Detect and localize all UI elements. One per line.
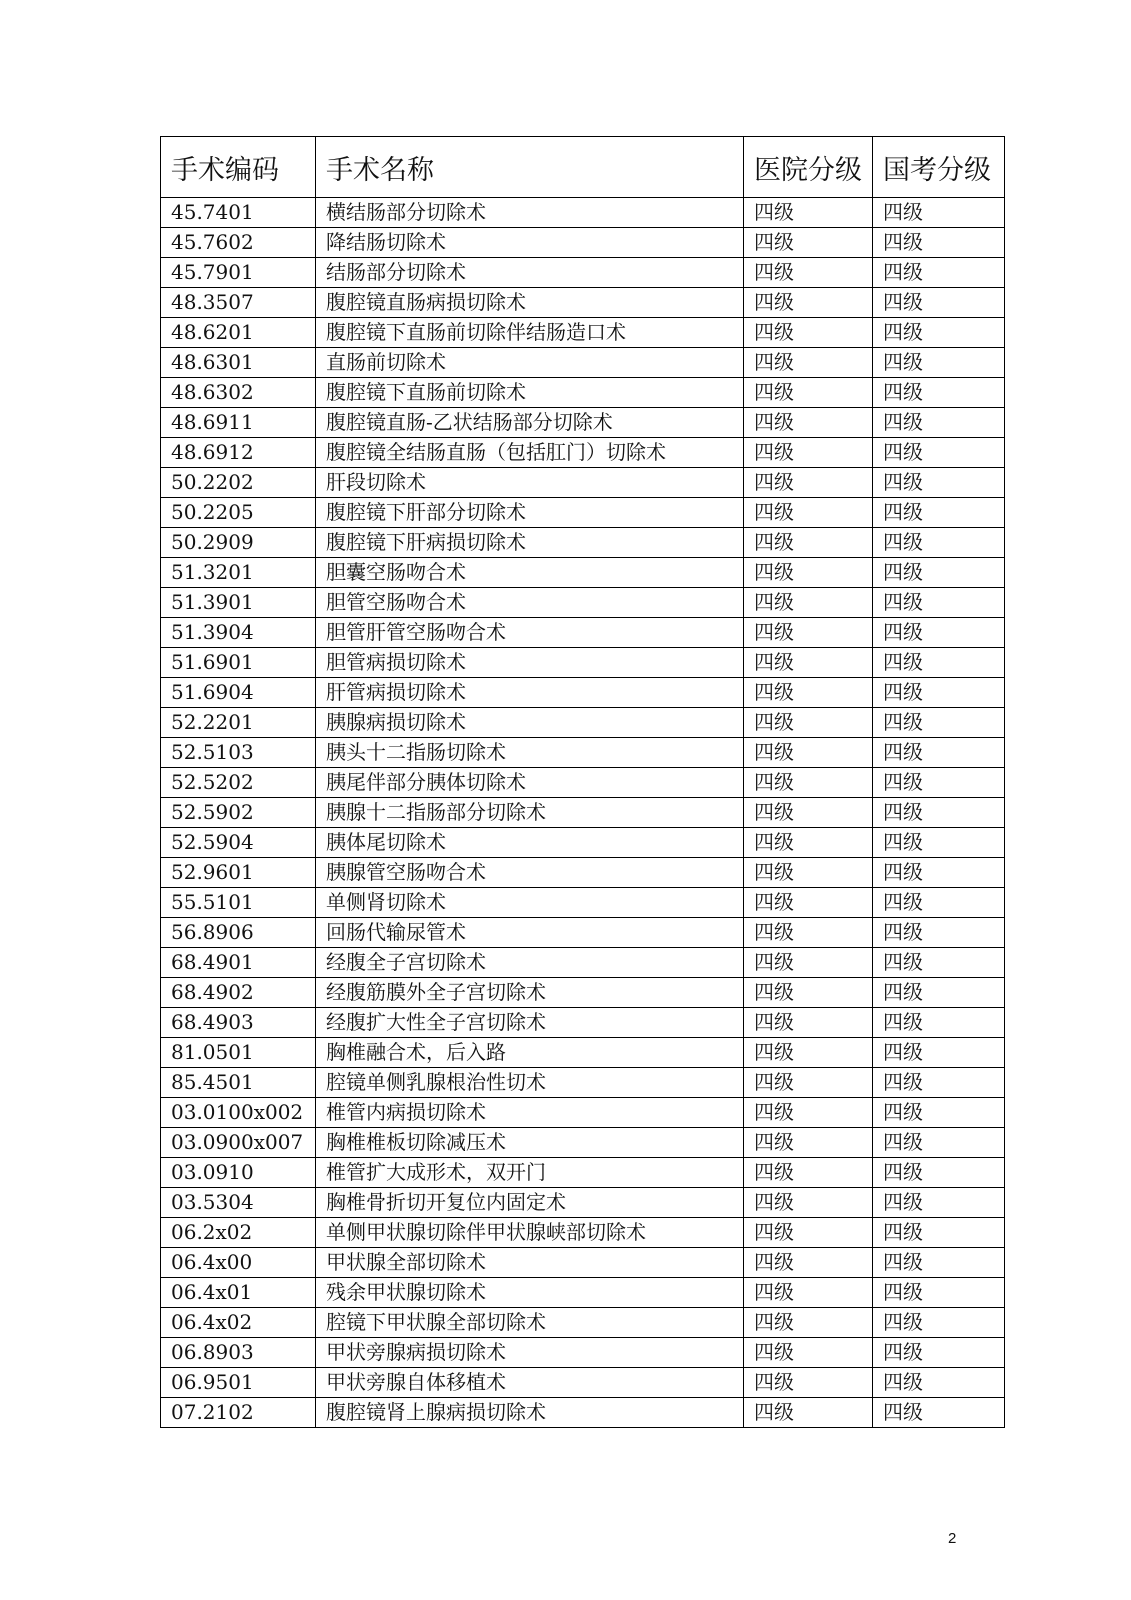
cell-hospital-grade: 四级: [744, 618, 873, 648]
surgery-grade-table: [160, 136, 1005, 1428]
cell-code: 68.4901: [161, 948, 316, 978]
cell-code: 03.5304: [161, 1188, 316, 1218]
cell-national-grade: 四级: [873, 1038, 1005, 1068]
cell-code: 48.6912: [161, 438, 316, 468]
cell-national-grade: 四级: [873, 798, 1005, 828]
cell-name: 降结肠切除术: [316, 228, 744, 258]
cell-name: 经腹扩大性全子宫切除术: [316, 1008, 744, 1038]
cell-code: 48.6201: [161, 318, 316, 348]
table-row: [161, 378, 1005, 408]
cell-hospital-grade: 四级: [744, 378, 873, 408]
cell-name: 胆管空肠吻合术: [316, 588, 744, 618]
cell-name: 腹腔镜下肝部分切除术: [316, 498, 744, 528]
table-row: [161, 1398, 1005, 1428]
cell-code: 07.2102: [161, 1398, 316, 1428]
cell-code: 52.5902: [161, 798, 316, 828]
cell-name: 单侧甲状腺切除伴甲状腺峡部切除术: [316, 1218, 744, 1248]
cell-name: 胰腺十二指肠部分切除术: [316, 798, 744, 828]
cell-name: 胆管肝管空肠吻合术: [316, 618, 744, 648]
table-row: [161, 1098, 1005, 1128]
cell-code: 51.3904: [161, 618, 316, 648]
cell-national-grade: 四级: [873, 678, 1005, 708]
table-row: [161, 858, 1005, 888]
cell-code: 06.4x01: [161, 1278, 316, 1308]
cell-name: 残余甲状腺切除术: [316, 1278, 744, 1308]
table-row: [161, 588, 1005, 618]
cell-code: 48.3507: [161, 288, 316, 318]
cell-hospital-grade: 四级: [744, 1188, 873, 1218]
cell-hospital-grade: 四级: [744, 1158, 873, 1188]
cell-code: 50.2909: [161, 528, 316, 558]
cell-name: 单侧肾切除术: [316, 888, 744, 918]
cell-hospital-grade: 四级: [744, 768, 873, 798]
cell-code: 52.5202: [161, 768, 316, 798]
cell-national-grade: 四级: [873, 1128, 1005, 1158]
table-row: [161, 1188, 1005, 1218]
cell-name: 胸椎椎板切除减压术: [316, 1128, 744, 1158]
cell-hospital-grade: 四级: [744, 1338, 873, 1368]
cell-code: 51.3901: [161, 588, 316, 618]
cell-national-grade: 四级: [873, 1158, 1005, 1188]
cell-hospital-grade: 四级: [744, 588, 873, 618]
cell-hospital-grade: 四级: [744, 498, 873, 528]
cell-code: 50.2205: [161, 498, 316, 528]
table-row: [161, 318, 1005, 348]
header-hospital-grade: 医院分级: [744, 137, 873, 198]
cell-name: 胆管病损切除术: [316, 648, 744, 678]
cell-name: 腔镜单侧乳腺根治性切术: [316, 1068, 744, 1098]
cell-hospital-grade: 四级: [744, 288, 873, 318]
cell-national-grade: 四级: [873, 618, 1005, 648]
cell-hospital-grade: 四级: [744, 828, 873, 858]
cell-national-grade: 四级: [873, 708, 1005, 738]
cell-national-grade: 四级: [873, 198, 1005, 228]
table-row: [161, 438, 1005, 468]
cell-name: 腹腔镜全结肠直肠（包括肛门）切除术: [316, 438, 744, 468]
cell-national-grade: 四级: [873, 1008, 1005, 1038]
cell-hospital-grade: 四级: [744, 348, 873, 378]
cell-national-grade: 四级: [873, 1338, 1005, 1368]
cell-national-grade: 四级: [873, 738, 1005, 768]
cell-national-grade: 四级: [873, 768, 1005, 798]
cell-code: 68.4903: [161, 1008, 316, 1038]
table-row: [161, 1308, 1005, 1338]
cell-hospital-grade: 四级: [744, 198, 873, 228]
header-national-grade: 国考分级: [873, 137, 1005, 198]
cell-name: 腹腔镜肾上腺病损切除术: [316, 1398, 744, 1428]
cell-code: 81.0501: [161, 1038, 316, 1068]
cell-code: 52.9601: [161, 858, 316, 888]
cell-code: 06.2x02: [161, 1218, 316, 1248]
cell-national-grade: 四级: [873, 858, 1005, 888]
cell-code: 51.6904: [161, 678, 316, 708]
cell-code: 03.0910: [161, 1158, 316, 1188]
cell-hospital-grade: 四级: [744, 1278, 873, 1308]
cell-hospital-grade: 四级: [744, 558, 873, 588]
cell-national-grade: 四级: [873, 1218, 1005, 1248]
table-row: [161, 1038, 1005, 1068]
cell-code: 51.6901: [161, 648, 316, 678]
cell-national-grade: 四级: [873, 1068, 1005, 1098]
cell-hospital-grade: 四级: [744, 708, 873, 738]
cell-hospital-grade: 四级: [744, 738, 873, 768]
cell-name: 腹腔镜下直肠前切除伴结肠造口术: [316, 318, 744, 348]
cell-name: 肝管病损切除术: [316, 678, 744, 708]
cell-name: 椎管内病损切除术: [316, 1098, 744, 1128]
cell-name: 胰尾伴部分胰体切除术: [316, 768, 744, 798]
cell-hospital-grade: 四级: [744, 318, 873, 348]
cell-hospital-grade: 四级: [744, 948, 873, 978]
table-row: [161, 498, 1005, 528]
cell-hospital-grade: 四级: [744, 858, 873, 888]
cell-name: 甲状旁腺自体移植术: [316, 1368, 744, 1398]
cell-code: 56.8906: [161, 918, 316, 948]
cell-national-grade: 四级: [873, 588, 1005, 618]
cell-national-grade: 四级: [873, 438, 1005, 468]
table-row: [161, 828, 1005, 858]
cell-code: 48.6911: [161, 408, 316, 438]
cell-name: 横结肠部分切除术: [316, 198, 744, 228]
table-row: [161, 348, 1005, 378]
cell-national-grade: 四级: [873, 348, 1005, 378]
cell-code: 45.7901: [161, 258, 316, 288]
table-row: [161, 768, 1005, 798]
cell-hospital-grade: 四级: [744, 228, 873, 258]
table-row: [161, 888, 1005, 918]
cell-name: 胰体尾切除术: [316, 828, 744, 858]
cell-code: 52.5103: [161, 738, 316, 768]
cell-national-grade: 四级: [873, 1098, 1005, 1128]
cell-code: 52.5904: [161, 828, 316, 858]
cell-code: 85.4501: [161, 1068, 316, 1098]
cell-hospital-grade: 四级: [744, 468, 873, 498]
cell-national-grade: 四级: [873, 648, 1005, 678]
cell-hospital-grade: 四级: [744, 678, 873, 708]
cell-national-grade: 四级: [873, 978, 1005, 1008]
cell-name: 回肠代输尿管术: [316, 918, 744, 948]
cell-name: 肝段切除术: [316, 468, 744, 498]
table-row: [161, 708, 1005, 738]
table-header-row: [161, 137, 1005, 198]
table-row: [161, 408, 1005, 438]
table-body: [161, 198, 1005, 1428]
page-number: 2: [948, 1530, 957, 1547]
cell-hospital-grade: 四级: [744, 1008, 873, 1038]
cell-name: 胸椎骨折切开复位内固定术: [316, 1188, 744, 1218]
cell-code: 03.0100x002: [161, 1098, 316, 1128]
cell-code: 03.0900x007: [161, 1128, 316, 1158]
cell-name: 胰腺病损切除术: [316, 708, 744, 738]
cell-national-grade: 四级: [873, 288, 1005, 318]
cell-hospital-grade: 四级: [744, 1068, 873, 1098]
cell-national-grade: 四级: [873, 228, 1005, 258]
table-row: [161, 288, 1005, 318]
cell-name: 甲状腺全部切除术: [316, 1248, 744, 1278]
cell-code: 45.7602: [161, 228, 316, 258]
table-row: [161, 1128, 1005, 1158]
cell-name: 腹腔镜直肠-乙状结肠部分切除术: [316, 408, 744, 438]
cell-hospital-grade: 四级: [744, 1038, 873, 1068]
cell-national-grade: 四级: [873, 1368, 1005, 1398]
table-row: [161, 798, 1005, 828]
table-row: [161, 1278, 1005, 1308]
cell-national-grade: 四级: [873, 828, 1005, 858]
cell-hospital-grade: 四级: [744, 1248, 873, 1278]
table-row: [161, 1008, 1005, 1038]
cell-national-grade: 四级: [873, 888, 1005, 918]
cell-national-grade: 四级: [873, 1398, 1005, 1428]
header-code: 手术编码: [161, 137, 316, 198]
cell-hospital-grade: 四级: [744, 258, 873, 288]
cell-name: 胰腺管空肠吻合术: [316, 858, 744, 888]
cell-code: 52.2201: [161, 708, 316, 738]
cell-hospital-grade: 四级: [744, 1218, 873, 1248]
cell-hospital-grade: 四级: [744, 798, 873, 828]
cell-code: 55.5101: [161, 888, 316, 918]
cell-hospital-grade: 四级: [744, 528, 873, 558]
table-row: [161, 948, 1005, 978]
cell-name: 腹腔镜直肠病损切除术: [316, 288, 744, 318]
table-row: [161, 1338, 1005, 1368]
cell-national-grade: 四级: [873, 1308, 1005, 1338]
cell-hospital-grade: 四级: [744, 1098, 873, 1128]
table-row: [161, 918, 1005, 948]
cell-hospital-grade: 四级: [744, 1368, 873, 1398]
cell-national-grade: 四级: [873, 1278, 1005, 1308]
cell-name: 腔镜下甲状腺全部切除术: [316, 1308, 744, 1338]
table-row: [161, 1248, 1005, 1278]
table-row: [161, 978, 1005, 1008]
table-row: [161, 198, 1005, 228]
cell-code: 50.2202: [161, 468, 316, 498]
cell-name: 胸椎融合术，后入路: [316, 1038, 744, 1068]
cell-name: 腹腔镜下直肠前切除术: [316, 378, 744, 408]
cell-code: 68.4902: [161, 978, 316, 1008]
cell-hospital-grade: 四级: [744, 438, 873, 468]
cell-name: 椎管扩大成形术，双开门: [316, 1158, 744, 1188]
cell-name: 经腹全子宫切除术: [316, 948, 744, 978]
cell-hospital-grade: 四级: [744, 1128, 873, 1158]
cell-hospital-grade: 四级: [744, 1398, 873, 1428]
cell-code: 45.7401: [161, 198, 316, 228]
table-row: [161, 228, 1005, 258]
cell-name: 胰头十二指肠切除术: [316, 738, 744, 768]
cell-code: 06.4x00: [161, 1248, 316, 1278]
cell-national-grade: 四级: [873, 1248, 1005, 1278]
table-row: [161, 1158, 1005, 1188]
cell-national-grade: 四级: [873, 468, 1005, 498]
table-row: [161, 738, 1005, 768]
table-row: [161, 678, 1005, 708]
cell-name: 经腹筋膜外全子宫切除术: [316, 978, 744, 1008]
cell-hospital-grade: 四级: [744, 1308, 873, 1338]
table-row: [161, 618, 1005, 648]
cell-code: 51.3201: [161, 558, 316, 588]
cell-code: 06.8903: [161, 1338, 316, 1368]
table-row: [161, 468, 1005, 498]
cell-code: 48.6301: [161, 348, 316, 378]
cell-code: 06.9501: [161, 1368, 316, 1398]
cell-hospital-grade: 四级: [744, 978, 873, 1008]
cell-national-grade: 四级: [873, 408, 1005, 438]
table-row: [161, 528, 1005, 558]
cell-hospital-grade: 四级: [744, 648, 873, 678]
cell-national-grade: 四级: [873, 378, 1005, 408]
table-row: [161, 258, 1005, 288]
cell-national-grade: 四级: [873, 948, 1005, 978]
cell-national-grade: 四级: [873, 498, 1005, 528]
table-row: [161, 1068, 1005, 1098]
cell-national-grade: 四级: [873, 258, 1005, 288]
cell-name: 甲状旁腺病损切除术: [316, 1338, 744, 1368]
cell-national-grade: 四级: [873, 318, 1005, 348]
header-name: 手术名称: [316, 137, 744, 198]
cell-name: 腹腔镜下肝病损切除术: [316, 528, 744, 558]
cell-code: 06.4x02: [161, 1308, 316, 1338]
cell-hospital-grade: 四级: [744, 918, 873, 948]
cell-code: 48.6302: [161, 378, 316, 408]
cell-national-grade: 四级: [873, 558, 1005, 588]
cell-national-grade: 四级: [873, 1188, 1005, 1218]
cell-name: 直肠前切除术: [316, 348, 744, 378]
cell-name: 结肠部分切除术: [316, 258, 744, 288]
cell-national-grade: 四级: [873, 918, 1005, 948]
table-row: [161, 1368, 1005, 1398]
table-row: [161, 1218, 1005, 1248]
cell-national-grade: 四级: [873, 528, 1005, 558]
cell-hospital-grade: 四级: [744, 888, 873, 918]
cell-name: 胆囊空肠吻合术: [316, 558, 744, 588]
table-row: [161, 648, 1005, 678]
cell-hospital-grade: 四级: [744, 408, 873, 438]
table-row: [161, 558, 1005, 588]
